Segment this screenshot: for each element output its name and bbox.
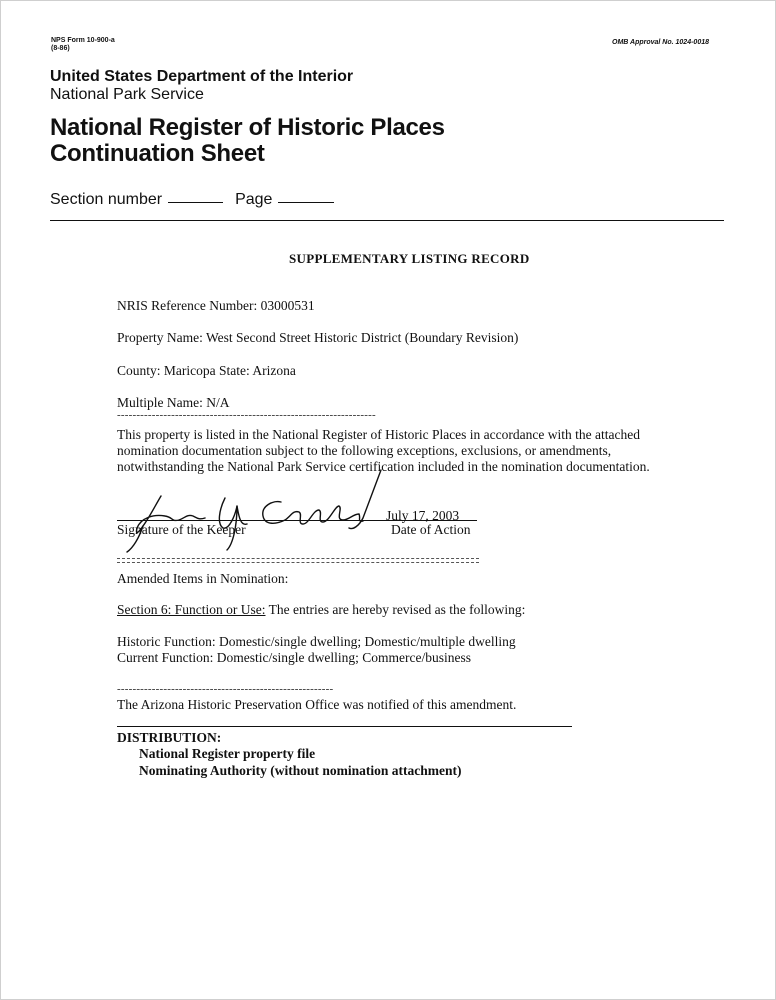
page-title: National Register of Historic Places — [50, 114, 445, 141]
county-state: County: Maricopa State: Arizona — [117, 363, 296, 378]
amended-items-label: Amended Items in Nomination: — [117, 571, 289, 586]
form-revision: (8-86) — [51, 45, 70, 52]
distribution-item: National Register property file — [139, 746, 316, 761]
historic-function: Historic Function: Domestic/single dwelling; Domestic/multiple dwelling — [117, 634, 516, 649]
notified-statement: The Arizona Historic Preservation Office was notified of this amendment. — [117, 697, 517, 712]
omb-approval: OMB Approval No. 1024-0018 — [612, 39, 709, 46]
nris-reference: NRIS Reference Number: 03000531 — [117, 298, 315, 313]
keeper-signature-image — [113, 466, 403, 556]
page-subtitle: Continuation Sheet — [50, 140, 265, 167]
signature-label: Signature of the Keeper — [117, 522, 246, 537]
section6-text: The entries are hereby revised as the following: — [268, 602, 526, 617]
multiple-name: Multiple Name: N/A — [117, 395, 230, 410]
section6-line — [117, 602, 525, 618]
form-number-text: NPS Form 10-900-a — [51, 37, 115, 44]
section-number-label: Section number — [50, 191, 163, 208]
header-rule — [50, 220, 724, 221]
agency-subname: National Park Service — [50, 86, 204, 103]
listing-paragraph: This property is listed in the National Register of Historic Places in accordance with the attached nomination documentation subject to the following exceptions, exclusions, or amendments, notwithstanding the National Park Service certification included in the nomination documentation. — [117, 427, 650, 474]
separator-dashes-2: -------------------------------------------------------- — [117, 683, 334, 695]
distribution-rule — [117, 726, 572, 727]
property-name: Property Name: West Second Street Historic District (Boundary Revision) — [117, 330, 519, 345]
form-number — [51, 37, 115, 53]
distribution-item: Nominating Authority (without nomination attachment) — [139, 763, 462, 778]
date-of-action-value: July 17, 2003 — [386, 508, 460, 523]
section-number-blank — [168, 202, 223, 203]
signature-line — [117, 520, 477, 521]
double-dashed-separator — [117, 558, 479, 563]
page-label: Page — [235, 191, 273, 208]
record-title: SUPPLEMENTARY LISTING RECORD — [289, 251, 530, 266]
section-page-line — [50, 191, 334, 209]
date-of-action-label: Date of Action — [391, 522, 471, 537]
section6-label: Section 6: Function or Use: — [117, 602, 266, 617]
separator-dashes: ------------------------------------------------------------------- — [117, 409, 376, 421]
agency-name: United States Department of the Interior — [50, 68, 354, 85]
distribution-title: DISTRIBUTION: — [117, 730, 222, 745]
current-function: Current Function: Domestic/single dwelling; Commerce/business — [117, 650, 471, 665]
page-number-blank — [278, 202, 334, 203]
